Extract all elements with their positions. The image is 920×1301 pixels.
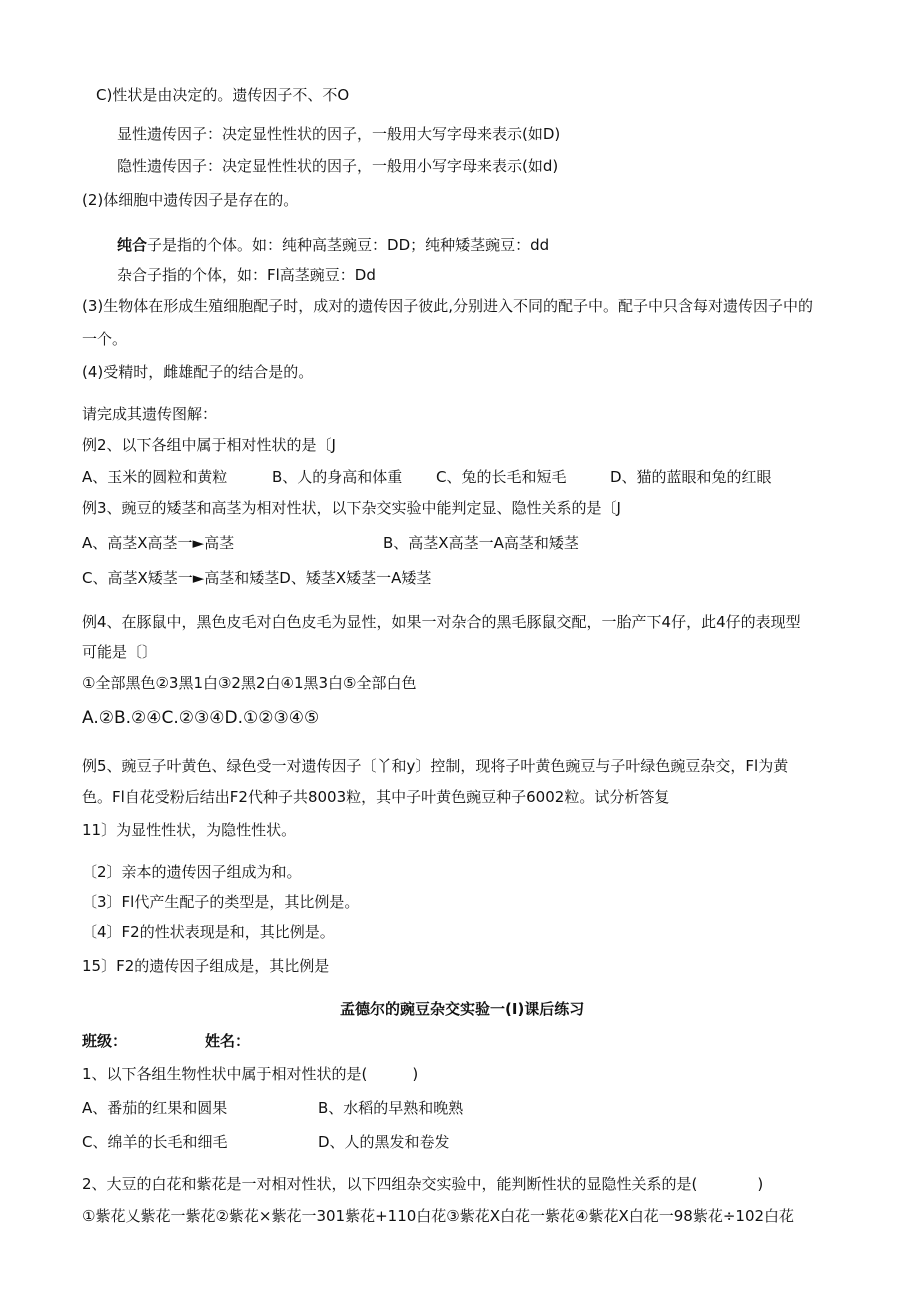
text-line: 〔2〕亲本的遗传因子组成为和。 — [82, 863, 302, 881]
option: D、人的黑发和卷发 — [318, 1133, 450, 1151]
text-line: 15〕F2的遗传因子组成是，其比例是 — [82, 957, 330, 975]
section-title: 孟德尔的豌豆杂交实验一(I)课后练习 — [340, 1000, 585, 1018]
text-line: 例4、在豚鼠中，黑色皮毛对白色皮毛为显性，如果一对杂合的黑毛豚鼠交配，一胎产下4仔，此4仔的表现型 — [82, 613, 801, 631]
option: B、水稻的早熟和晚熟 — [318, 1099, 464, 1117]
class-label: 班级： — [82, 1032, 128, 1050]
text-line: 一个。 — [82, 330, 128, 348]
text-line: 请完成其遗传图解： — [82, 405, 218, 423]
option: C、绵羊的长毛和细毛 — [82, 1133, 228, 1151]
text-line: (2)体细胞中遗传因子是存在的。 — [82, 191, 299, 209]
option: D、猫的蓝眼和兔的红眼 — [610, 468, 772, 486]
text-line: 2、大豆的白花和紫花是一对相对性状，以下四组杂交实验中，能判断性状的显隐性关系的是( ) — [82, 1175, 764, 1193]
text-line: 色。Fl自花受粉后结出F2代种子共8003粒，其中子叶黄色豌豆种子6002粒。试分析答复 — [82, 788, 670, 806]
text-line: 显性遗传因子：决定显性性状的因子，一般用大写字母来表示(如D) — [117, 125, 561, 143]
option: B、人的身高和体重 — [272, 468, 403, 486]
text-line: (4)受精时，雌雄配子的结合是的。 — [82, 363, 314, 381]
text-line: 例3、豌豆的矮茎和高茎为相对性状，以下杂交实验中能判定显、隐性关系的是〔J — [82, 499, 621, 517]
name-label: 姓名： — [205, 1032, 251, 1050]
text-line: 11〕为显性性状，为隐性性状。 — [82, 821, 297, 839]
text-line: 可能是〔〕 — [82, 643, 158, 661]
option: A、番茄的红果和圆果 — [82, 1099, 228, 1117]
text-line: 例2、以下各组中属于相对性状的是〔J — [82, 436, 336, 454]
text-line: 1、以下各组生物性状中属于相对性状的是( ) — [82, 1065, 419, 1083]
text-line: 例5、豌豆子叶黄色、绿色受一对遗传因子〔丫和y〕控制，现将子叶黄色豌豆与子叶绿色豌豆杂交，Fl为黄 — [82, 757, 789, 775]
text-line — [117, 235, 549, 255]
option: C、兔的长毛和短毛 — [436, 468, 567, 486]
text-line: (3)生物体在形成生殖细胞配子时，成对的遗传因子彼此,分别进入不同的配子中。配子中只含每对遗传因子中的 — [82, 297, 814, 315]
bold-term: 纯合 — [117, 236, 148, 254]
text-line: ①紫花乂紫花一紫花②紫花×紫花一301紫花+110白花③紫花X白花一紫花④紫花X白花一98紫花÷102白花 — [82, 1207, 795, 1225]
text-line: 〔3〕Fl代产生配子的类型是，其比例是。 — [82, 893, 360, 911]
text-span: 子是指的个体。如：纯种高茎豌豆：DD；纯种矮茎豌豆：dd — [147, 236, 550, 254]
option: A、玉米的圆粒和黄粒 — [82, 468, 228, 486]
text-line: ①全部黑色②3黑1白③2黑2白④1黑3白⑤全部白色 — [82, 674, 417, 692]
option: B、高茎X高茎一A高茎和矮茎 — [383, 534, 579, 552]
option: A、高茎X高茎一►高茎 — [82, 534, 235, 552]
text-line: 〔4〕F2的性状表现是和，其比例是。 — [82, 923, 335, 941]
option: C、高茎X矮茎一►高茎和矮茎D、矮茎X矮茎一A矮茎 — [82, 569, 432, 587]
text-line: 杂合子指的个体，如：Fl高茎豌豆：Dd — [117, 266, 376, 284]
text-line: 隐性遗传因子：决定显性性状的因子，一般用小写字母来表示(如d) — [117, 157, 559, 175]
text-line: C)性状是由决定的。遗传因子不、不O — [96, 86, 350, 104]
text-line: A.②B.②④C.②③④D.①②③④⑤ — [82, 708, 320, 728]
